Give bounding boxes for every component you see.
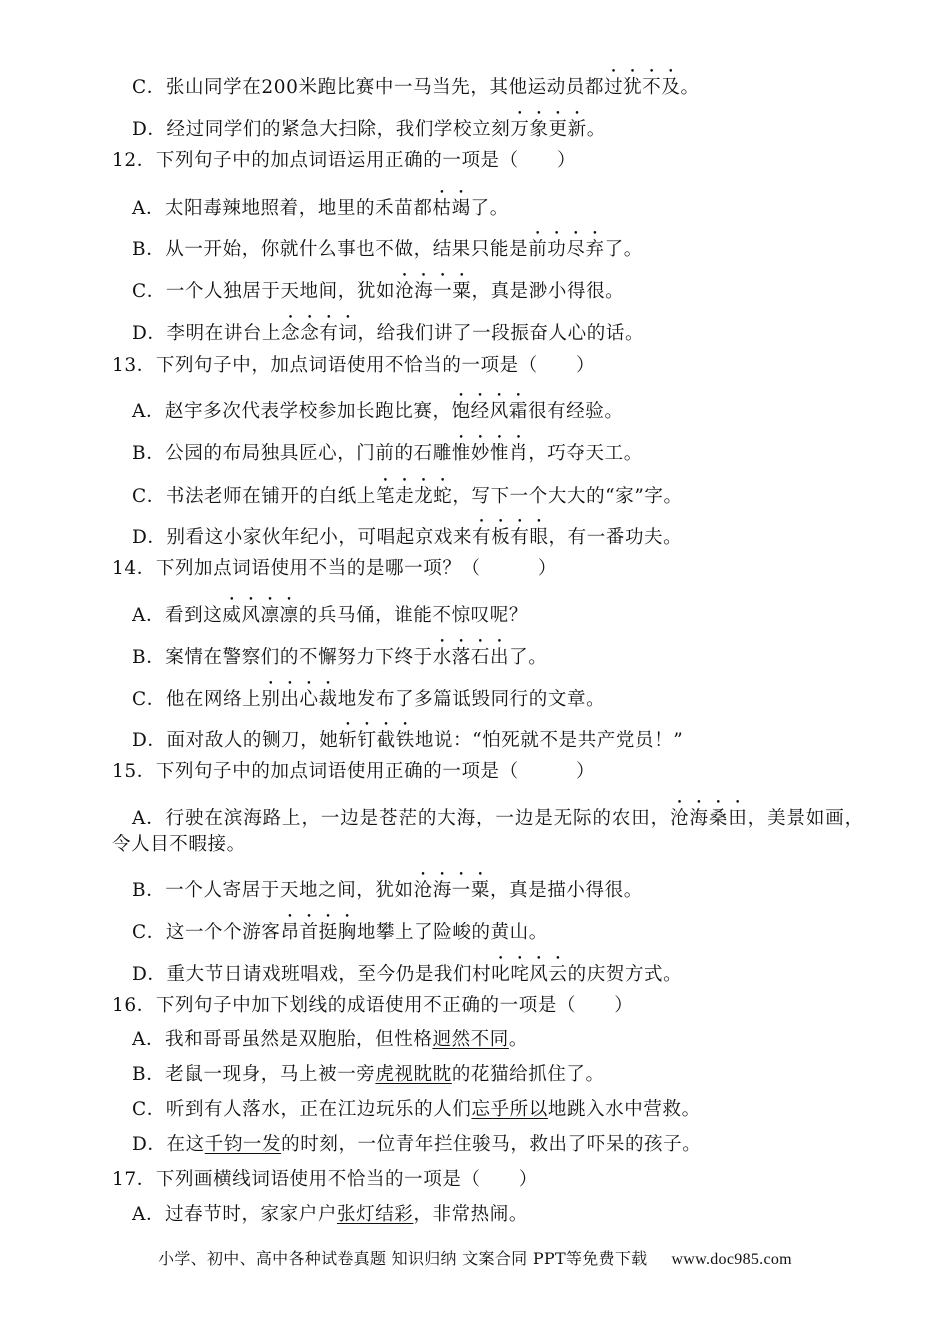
q13-option-c: C．书法老师在铺开的白纸上笔走龙蛇，写下一个大大的“家”字。: [132, 486, 683, 507]
footer-text: 小学、初中、高中各种试卷真题 知识归纳 文案合同 PPT等免费下载: [158, 1249, 648, 1268]
q14-option-b: B．案情在警察们的不懈努力下终于水落石出了。: [132, 647, 548, 668]
emphasized-phrase: 有板有眼: [472, 527, 549, 548]
q12-option-d: D．李明在讲台上念念有词，给我们讲了一段振奋人心的话。: [132, 323, 645, 344]
emphasized-phrase: 昂首挺胸: [280, 922, 357, 943]
q16-option-c: C．听到有人落水，正在江边玩乐的人们忘乎所以地跳入水中营救。: [132, 1099, 701, 1120]
emphasized-phrase: 斩钉截铁: [338, 730, 415, 751]
emphasized-phrase: 前功尽弃: [528, 239, 605, 260]
emphasized-phrase: 威风凛凛: [222, 605, 299, 626]
q15-option-c: C．这一个个游客昂首挺胸地攀上了险峻的黄山。: [132, 922, 548, 943]
underlined-idiom: 千钧一发: [204, 1134, 282, 1155]
emphasized-phrase: 沧海桑田: [670, 808, 748, 829]
q16-stem: 16．下列句子中加下划线的成语使用不正确的一项是（ ）: [112, 995, 634, 1016]
q15-stem: 15．下列句子中的加点词语使用正确的一项是（ ）: [112, 761, 596, 782]
q11-option-d: D．经过同学们的紧急大扫除，我们学校立刻万象更新。: [132, 119, 606, 140]
q15-option-d: D．重大节日请戏班唱戏，至今仍是我们村叱咤风云的庆贺方式。: [132, 964, 683, 985]
q12-stem: 12．下列句子中的加点词语运用正确的一项是（ ）: [112, 150, 577, 171]
emphasized-phrase: 念念有词: [281, 323, 358, 344]
q13-stem: 13．下列句子中，加点词语使用不恰当的一项是（ ）: [112, 355, 596, 376]
underlined-idiom: 忘乎所以: [471, 1099, 548, 1120]
emphasized-phrase: 沧海一粟: [395, 281, 472, 302]
q14-option-c: C．他在网络上别出心裁地发布了多篇诋毁同行的文章。: [132, 689, 606, 710]
q13-option-a: A．赵宇多次代表学校参加长跑比赛，饱经风霜很有经验。: [132, 401, 624, 422]
emphasized-phrase: 过犹不及: [604, 77, 681, 98]
q12-option-b: B．从一开始，你就什么事也不做，结果只能是前功尽弃了。: [132, 239, 643, 260]
q13-option-b: B．公园的布局独具匠心，门前的石雕惟妙惟肖，巧夺天工。: [132, 443, 643, 464]
q16-option-d: D．在这千钧一发的时刻，一位青年拦住骏马，救出了吓呆的孩子。: [132, 1134, 702, 1155]
page-footer: [0, 1246, 950, 1269]
emphasized-phrase: 枯竭: [432, 198, 471, 219]
q11-option-c: C．张山同学在200米跑比赛中一马当先，其他运动员都过犹不及。: [132, 77, 700, 98]
emphasized-phrase: 沧海一粟: [413, 880, 491, 901]
q14-option-d: D．面对敌人的铡刀，她斩钉截铁地说：“怕死就不是共产党员！”: [132, 730, 684, 751]
underlined-idiom: 虎视眈眈: [375, 1064, 452, 1085]
q16-option-a: A．我和哥哥虽然是双胞胎，但性格迥然不同。: [132, 1029, 528, 1050]
emphasized-phrase: 水落石出: [432, 647, 510, 668]
footer-website: www.doc985.com: [671, 1251, 792, 1268]
q12-option-c: C．一个人独居于天地间，犹如沧海一粟，真是渺小得很。: [132, 281, 625, 302]
q16-option-b: B．老鼠一现身，马上被一旁虎视眈眈的花猫给抓住了。: [132, 1064, 605, 1085]
emphasized-phrase: 惟妙惟肖: [451, 443, 529, 464]
q15-option-b: B．一个人寄居于天地之间，犹如沧海一粟，真是描小得很。: [132, 880, 643, 901]
emphasized-phrase: 别出心裁: [261, 689, 338, 710]
q17-stem: 17．下列画横线词语使用不恰当的一项是（ ）: [112, 1169, 538, 1190]
underlined-idiom: 张灯结彩: [336, 1204, 414, 1225]
q12-option-a: A．太阳毒辣地照着，地里的禾苗都枯竭了。: [132, 198, 509, 219]
emphasized-phrase: 万象更新: [510, 119, 587, 140]
emphasized-phrase: 饱经风霜: [451, 401, 528, 422]
q15-option-a-continued: 令人目不暇接。: [112, 834, 246, 855]
emphasized-phrase: 叱咤风云: [491, 964, 568, 985]
emphasized-phrase: 笔走龙蛇: [375, 486, 453, 507]
q13-option-d: D．别看这小家伙年纪小，可唱起京戏来有板有眼，有一番功夫。: [132, 527, 683, 548]
q15-option-a: A．行驶在滨海路上，一边是苍茫的大海，一边是无际的农田，沧海桑田，美景如画，: [132, 808, 865, 829]
q14-stem: 14．下列加点词语使用不当的是哪一项？（ ）: [112, 558, 557, 579]
underlined-idiom: 迥然不同: [432, 1029, 509, 1050]
q14-option-a: A．看到这威风凛凛的兵马俑，谁能不惊叹呢？: [132, 605, 528, 626]
q17-option-a: A．过春节时，家家户户张灯结彩，非常热闹。: [132, 1204, 528, 1225]
